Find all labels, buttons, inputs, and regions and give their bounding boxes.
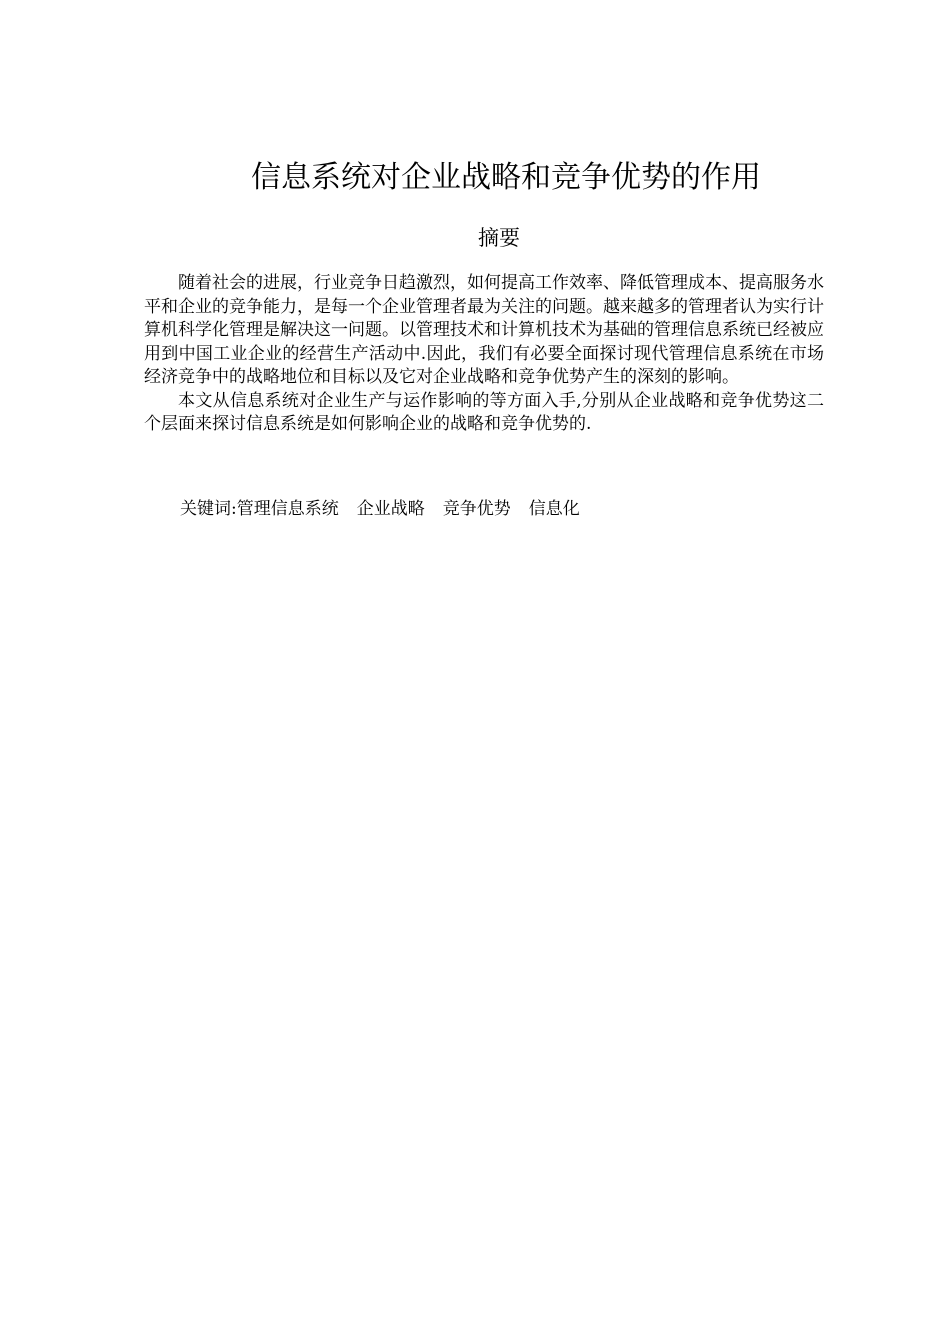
abstract-body (144, 272, 824, 437)
keyword-item: 信息化 (528, 499, 580, 519)
abstract-paragraph-1: 随着社会的进展，行业竞争日趋激烈，如何提高工作效率、降低管理成本、提高服务水平和企业的竞争能力，是每一个企业管理者最为关注的问题。越来越多的管理者认为实行计算机科学化管理是解决这一问题。以管理技术和计算机技术为基础的管理信息系统已经被应用到中国工业企业的经营生产活动中.因此，我们有必要全面探讨现代管理信息系统在市场经济竞争中的战略地位和目标以及它对企业战略和竞争优势产生的深刻的影响。 (144, 273, 824, 387)
keywords-label: 关键词: (180, 499, 237, 519)
document-title: 信息系统对企业战略和竞争优势的作用 (251, 160, 761, 195)
keyword-item: 竞争优势 (442, 499, 511, 519)
keywords-line (180, 498, 598, 521)
abstract-paragraph-2: 本文从信息系统对企业生产与运作影响的等方面入手,分别从企业战略和竞争优势这二个层面来探讨信息系统是如何影响企业的战略和竞争优势的. (144, 390, 824, 434)
abstract-heading: 摘要 (478, 226, 520, 250)
keyword-item: 企业战略 (356, 499, 425, 519)
keyword-item: 管理信息系统 (236, 499, 339, 519)
